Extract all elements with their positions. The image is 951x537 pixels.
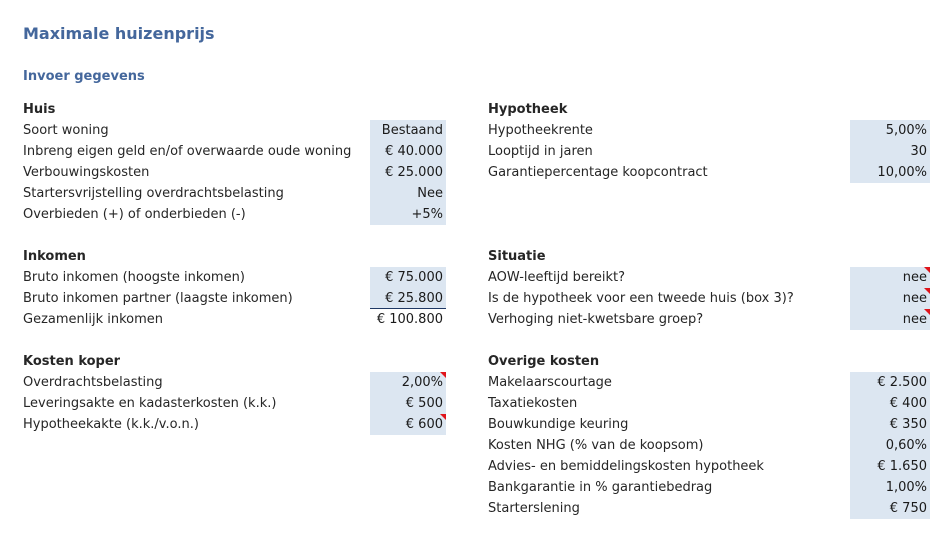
cell-value: nee	[902, 312, 927, 327]
inkomen-row-partner	[23, 288, 447, 309]
advieskosten-input[interactable]: € 1.650	[850, 456, 930, 477]
overdrachtsbelasting-input[interactable]	[370, 372, 446, 393]
comment-indicator-icon[interactable]	[924, 309, 930, 315]
soort-woning-input[interactable]: Bestaand	[370, 120, 446, 141]
hypotheek-row-looptijd	[488, 141, 932, 162]
row-label: Advies- en bemiddelingskosten hypotheek	[488, 459, 764, 474]
comment-indicator-icon[interactable]	[924, 267, 930, 273]
situatie-row-verhoging	[488, 309, 932, 330]
kosten-koper-heading: Kosten koper	[23, 354, 121, 369]
row-label: Soort woning	[23, 123, 109, 138]
inkomen-row-gezamenlijk	[23, 309, 447, 330]
makelaarscourtage-input[interactable]: € 2.500	[850, 372, 930, 393]
row-label: Gezamenlijk inkomen	[23, 312, 164, 327]
overige-row-makelaar	[488, 372, 932, 393]
leveringsakte-input[interactable]: € 500	[370, 393, 446, 414]
row-label: Starterslening	[488, 501, 580, 516]
hypotheekrente-input[interactable]: 5,00%	[850, 120, 930, 141]
bruto-inkomen-partner-input[interactable]: € 25.800	[370, 288, 446, 309]
page-title: Maximale huizenprijs	[23, 24, 215, 43]
comment-indicator-icon[interactable]	[924, 288, 930, 294]
kosten-koper-row-overdrachtsbelasting	[23, 372, 447, 393]
hypotheek-heading: Hypotheek	[488, 102, 568, 117]
row-label: Verbouwingskosten	[23, 165, 150, 180]
verhoging-input[interactable]	[850, 309, 930, 330]
huis-heading: Huis	[23, 102, 56, 117]
section-subtitle: Invoer gegevens	[23, 69, 145, 84]
hypotheekakte-input[interactable]	[370, 414, 446, 435]
overige-kosten-section	[488, 351, 932, 519]
eigen-geld-input[interactable]: € 40.000	[370, 141, 446, 162]
verbouwingskosten-input[interactable]: € 25.000	[370, 162, 446, 183]
cell-value: nee	[902, 291, 927, 306]
row-label: Hypotheekrente	[488, 123, 593, 138]
row-label: Verhoging niet-kwetsbare groep?	[488, 312, 704, 327]
comment-indicator-icon[interactable]	[440, 372, 446, 378]
startersvrijstelling-input[interactable]: Nee	[370, 183, 446, 204]
overige-row-nhg	[488, 435, 932, 456]
row-label: Looptijd in jaren	[488, 144, 593, 159]
taxatiekosten-input[interactable]: € 400	[850, 393, 930, 414]
kosten-koper-row-leveringsakte	[23, 393, 447, 414]
huis-section	[23, 99, 447, 225]
kosten-nhg-input[interactable]: 0,60%	[850, 435, 930, 456]
comment-indicator-icon[interactable]	[440, 414, 446, 420]
kosten-koper-row-hypotheekakte	[23, 414, 447, 435]
aow-input[interactable]	[850, 267, 930, 288]
row-label: Bruto inkomen partner (laagste inkomen)	[23, 291, 293, 306]
hypotheek-row-garantie	[488, 162, 932, 183]
looptijd-input[interactable]: 30	[850, 141, 930, 162]
inkomen-row-bruto	[23, 267, 447, 288]
row-label: Is de hypotheek voor een tweede huis (box 3)?	[488, 291, 794, 306]
overige-row-bankgarantie	[488, 477, 932, 498]
situatie-heading: Situatie	[488, 249, 546, 264]
hypotheek-section	[488, 99, 932, 183]
overige-row-starterslening	[488, 498, 932, 519]
huis-row-startersvrijstelling	[23, 183, 447, 204]
huis-row-verbouwingskosten	[23, 162, 447, 183]
row-label: Overdrachtsbelasting	[23, 375, 163, 390]
overige-row-advies	[488, 456, 932, 477]
hypotheek-row-rente	[488, 120, 932, 141]
row-label: Bruto inkomen (hoogste inkomen)	[23, 270, 245, 285]
bouwkundige-keuring-input[interactable]: € 350	[850, 414, 930, 435]
row-label: Startersvrijstelling overdrachtsbelasting	[23, 186, 284, 201]
row-label: Makelaarscourtage	[488, 375, 612, 390]
kosten-koper-section	[23, 351, 447, 435]
overige-kosten-heading: Overige kosten	[488, 354, 600, 369]
bankgarantie-input[interactable]: 1,00%	[850, 477, 930, 498]
tweede-huis-input[interactable]	[850, 288, 930, 309]
row-label: Kosten NHG (% van de koopsom)	[488, 438, 704, 453]
gezamenlijk-inkomen-value: € 100.800	[376, 312, 443, 327]
inkomen-section	[23, 246, 447, 330]
row-label: Hypotheekakte (k.k./v.o.n.)	[23, 417, 199, 432]
row-label: Bankgarantie in % garantiebedrag	[488, 480, 713, 495]
overige-row-taxatie	[488, 393, 932, 414]
situatie-row-tweede-huis	[488, 288, 932, 309]
bruto-inkomen-input[interactable]: € 75.000	[370, 267, 446, 288]
row-label: Inbreng eigen geld en/of overwaarde oude woning	[23, 144, 352, 159]
situatie-section	[488, 246, 932, 330]
starterslening-input[interactable]: € 750	[850, 498, 930, 519]
huis-row-overbieden	[23, 204, 447, 225]
row-label: Bouwkundige keuring	[488, 417, 629, 432]
row-label: Taxatiekosten	[488, 396, 578, 411]
cell-value: 2,00%	[401, 375, 443, 390]
row-label: Leveringsakte en kadasterkosten (k.k.)	[23, 396, 277, 411]
row-label: Overbieden (+) of onderbieden (-)	[23, 207, 246, 222]
huis-row-soort-woning	[23, 120, 447, 141]
row-label: Garantiepercentage koopcontract	[488, 165, 708, 180]
inkomen-heading: Inkomen	[23, 249, 86, 264]
overige-row-keuring	[488, 414, 932, 435]
row-label: AOW-leeftijd bereikt?	[488, 270, 626, 285]
huis-row-eigen-geld	[23, 141, 447, 162]
cell-value: nee	[902, 270, 927, 285]
cell-value: € 600	[405, 417, 443, 432]
situatie-row-aow	[488, 267, 932, 288]
overbieden-input[interactable]: +5%	[370, 204, 446, 225]
garantiepercentage-input[interactable]: 10,00%	[850, 162, 930, 183]
